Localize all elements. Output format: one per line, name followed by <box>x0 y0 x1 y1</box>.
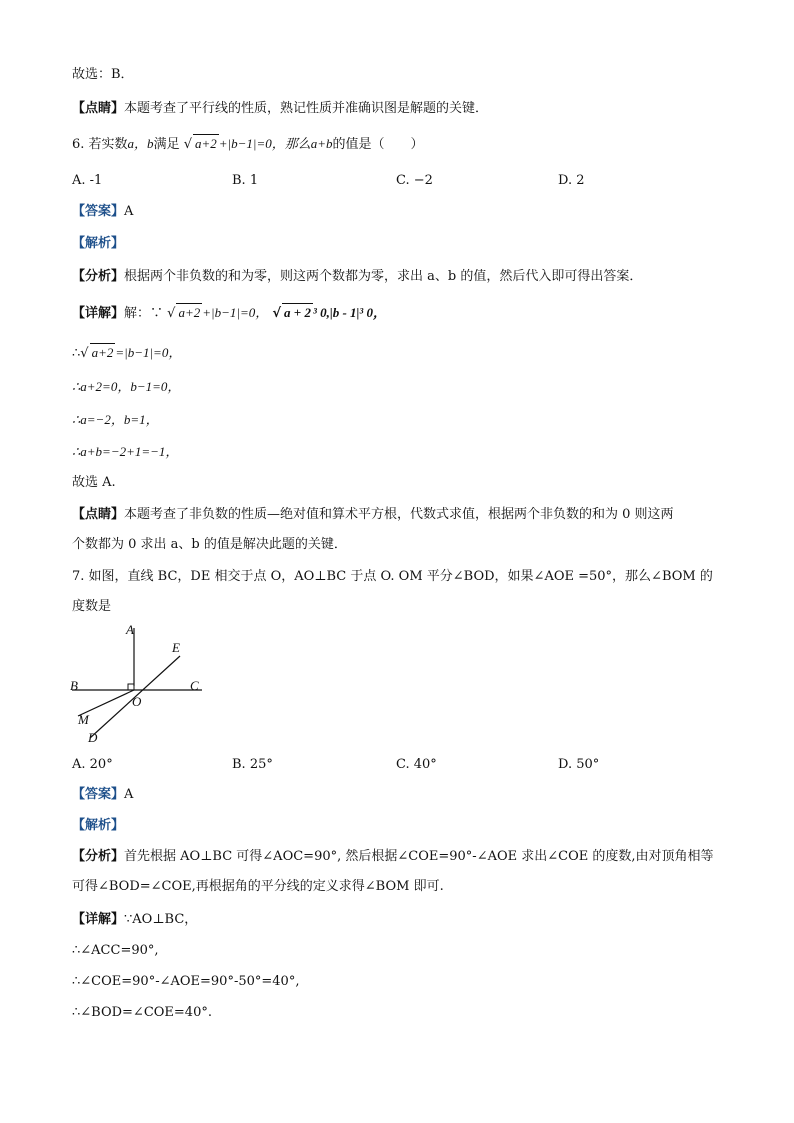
jiexi-row <box>72 235 124 253</box>
q7-option-c: C. 40° <box>396 757 437 772</box>
xiangjie-2-step-1: ∴∠ACC=90°, <box>72 943 159 958</box>
answer-value: A <box>124 204 134 219</box>
sqrt-icon: √ <box>272 306 282 321</box>
label-m: M <box>78 712 89 727</box>
geometry-figure <box>68 620 218 750</box>
fenxi-2-text-2: 可得∠BOD=∠COE,再根据角的平分线的定义求得∠BOM 即可. <box>72 879 444 894</box>
sqrt-icon: √ <box>80 346 89 361</box>
label-e: E <box>172 640 180 655</box>
dianjing-2-text-2: 个数都为 0 求出 a、b 的值是解决此题的关键． <box>72 537 347 552</box>
xiangjie-row <box>72 303 386 323</box>
step-4: ∴a+b=−2+1=−1， <box>72 444 179 459</box>
q7-option-b: B. 25° <box>232 757 273 772</box>
xiangjie-2-tag: 【详解】 <box>72 912 125 927</box>
fenxi-text: 根据两个非负数的和为零，则这两个数都为零，求出 a、b 的值，然后代入即可得出答案． <box>124 269 643 284</box>
xiangjie-a: 解：∵ <box>124 306 164 321</box>
question-7-line-2: 度数是 <box>72 599 112 614</box>
q6-vars: a，b <box>127 136 154 151</box>
choose-a: 故选 A. <box>72 475 116 490</box>
label-d: D <box>88 730 98 745</box>
step-1-therefore: ∴ <box>72 346 81 361</box>
q6-expr: +|b−1|=0，那么 <box>218 136 311 151</box>
jiexi-tag: 【解析】 <box>72 236 125 251</box>
answer-row-2 <box>72 786 133 804</box>
q6-sum: a+b <box>310 136 333 151</box>
xiangjie-2-step-2: ∴∠COE=90°-∠AOE=90°-50°=40°, <box>72 974 300 989</box>
xiangjie-2-row <box>72 911 197 929</box>
xiangjie-radicand: a+2 <box>178 305 201 320</box>
label-o: O <box>132 694 142 709</box>
answer-2-tag: 【答案】 <box>72 787 125 802</box>
q7-option-a: A. 20° <box>72 757 113 772</box>
sqrt-icon: √ <box>167 306 176 321</box>
step-1-expr: =|b−1|=0， <box>115 345 182 360</box>
answer-row <box>72 203 133 221</box>
q6-option-a: A. -1 <box>72 173 103 188</box>
xiangjie-expr-bold: ³ 0,|b - 1|³ 0， <box>312 305 387 320</box>
fenxi-2-row <box>72 848 714 866</box>
q6-mid: 满足 <box>153 137 180 152</box>
question-6 <box>72 134 424 154</box>
answer-line <box>72 66 134 84</box>
label-b: B <box>70 678 78 693</box>
answer-tag: 【答案】 <box>72 204 125 219</box>
answer-2-value: A <box>124 787 134 802</box>
label-a: A <box>126 622 134 637</box>
jiexi-2-tag: 【解析】 <box>72 818 125 833</box>
q6-option-d: D. 2 <box>558 173 585 188</box>
q6-option-b: B. 1 <box>232 173 259 188</box>
fenxi-tag: 【分析】 <box>72 269 125 284</box>
dianjing-tag: 【点睛】 <box>72 101 125 116</box>
answer-text: 故选：B． <box>72 67 134 82</box>
xiangjie-2-step-3: ∴∠BOD=∠COE=40°. <box>72 1005 212 1020</box>
right-angle-mark <box>128 684 134 690</box>
q6-end: 的值是（ ） <box>332 137 424 152</box>
dianjing-2-line <box>72 506 674 524</box>
step-2: ∴a+2=0，b−1=0， <box>72 379 181 394</box>
xiangjie-tag: 【详解】 <box>72 306 125 321</box>
question-7: 7. 如图，直线 BC，DE 相交于点 O，AO⊥BC 于点 O. OM 平分∠BOD，如果∠AOE =50°，那么∠BOM 的 <box>72 569 713 584</box>
jiexi-row-2 <box>72 817 124 835</box>
dianjing-2-tag: 【点睛】 <box>72 507 125 522</box>
dianjing-line <box>72 100 488 118</box>
q6-option-c: C. −2 <box>396 173 433 188</box>
sqrt-icon: √ <box>183 137 193 152</box>
fenxi-row <box>72 268 642 286</box>
fenxi-2-tag: 【分析】 <box>72 849 125 864</box>
xiangjie-radicand-bold: a + 2 <box>284 305 311 320</box>
dianjing-text: 本题考查了平行线的性质，熟记性质并准确识图是解题的关键． <box>124 101 489 116</box>
xiangjie-expr: +|b−1|=0， <box>202 305 269 320</box>
q6-radicand: a+2 <box>195 136 217 151</box>
q6-number: 6. 若实数 <box>72 137 128 152</box>
q7-option-d: D. 50° <box>558 757 600 772</box>
label-c: C <box>190 678 199 693</box>
step-3: ∴a=−2，b=1， <box>72 412 159 427</box>
step-1 <box>72 343 181 363</box>
fenxi-2-text: 首先根据 AO⊥BC 可得∠AOC=90°, 然后根据∠COE=90°-∠AOE 求出∠COE 的度数,由对顶角相等 <box>124 849 714 864</box>
step-1-radicand: a+2 <box>91 345 114 360</box>
xiangjie-2-text: ∵AO⊥BC， <box>124 912 198 927</box>
dianjing-2-text: 本题考查了非负数的性质—绝对值和算术平方根，代数式求值，根据两个非负数的和为 0 则这两 <box>124 507 674 522</box>
